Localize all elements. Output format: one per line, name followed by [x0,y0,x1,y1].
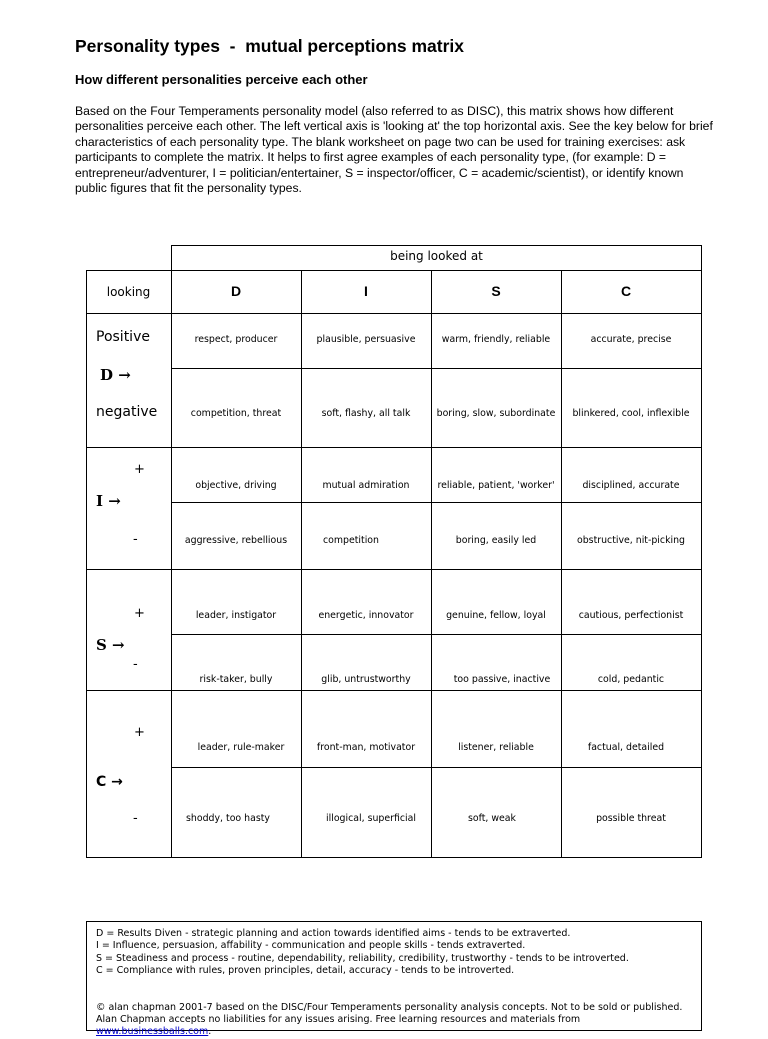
disclaimer-line [96,1014,692,1039]
cell-s-d-negative: risk-taker, bully [199,674,273,685]
row-label-d: D → [100,366,131,384]
row-label-c: C → [96,774,123,790]
row-s-positive-label: + [134,606,145,621]
cell-c-s-negative: soft, weak [467,813,516,824]
cell-d-c-negative: blinkered, cool, inflexible [572,408,690,419]
cell-d-d-negative: competition, threat [190,408,282,419]
cell-c-c-positive: factual, detailed [587,742,665,753]
perception-matrix [86,245,702,858]
grid-line [86,569,702,570]
row-i-positive-label: + [134,462,145,477]
cell-s-c-positive: cautious, perfectionist [578,610,684,621]
cell-s-s-positive: genuine, fellow, loyal [446,610,546,621]
grid-line [171,502,702,503]
being-looked-at-header: being looked at [390,249,483,263]
grid-line [701,270,702,858]
grid-line [561,270,562,858]
grid-line [301,270,302,858]
cell-c-d-positive: leader, rule-maker [197,742,285,753]
column-header-i: I [364,283,368,299]
column-header-s: S [491,283,501,299]
cell-c-s-positive: listener, reliable [458,742,534,753]
key-line-c: C = Compliance with rules, proven principles, detail, accuracy - tends to be introverted. [96,965,515,977]
row-d-positive-label: Positive [96,329,150,345]
disclaimer-suffix: . [208,1026,212,1038]
cell-i-d-positive: objective, driving [195,480,277,491]
grid-line [431,270,432,858]
grid-line [86,270,702,271]
looking-corner-label: looking [106,285,151,299]
grid-line [171,368,702,369]
cell-c-i-positive: front-man, motivator [316,742,416,753]
key-line-s: S = Steadiness and process - routine, dependability, reliability, credibility, trustworthy - tends to be introverted. [96,952,629,964]
grid-line [86,447,702,448]
cell-i-s-negative: boring, easily led [455,535,537,546]
grid-line [171,634,702,635]
grid-line [86,270,87,858]
cell-s-c-negative: cold, pedantic [597,674,665,685]
cell-d-i-negative: soft, flashy, all talk [321,408,411,419]
cell-c-c-negative: possible threat [596,813,666,824]
cell-c-i-negative: illogical, superficial [326,813,416,824]
cell-d-c-positive: accurate, precise [590,334,672,345]
row-label-i: I → [96,492,121,510]
row-c-positive-label: + [134,725,145,740]
key-box [86,921,702,1038]
grid-line [171,767,702,768]
cell-d-d-positive: respect, producer [194,334,278,345]
cell-s-i-positive: energetic, innovator [318,610,414,621]
column-header-d: D [230,283,242,299]
disclaimer-text: Alan Chapman accepts no liabilities for any issues arising. Free learning resources and materials from [96,1014,581,1026]
cell-s-s-negative: too passive, inactive [453,674,551,685]
grid-line [171,270,172,858]
row-s-negative-label: - [133,657,138,672]
cell-s-d-positive: leader, instigator [195,610,277,621]
cell-i-c-negative: obstructive, nit-picking [577,535,685,546]
row-label-s: S → [96,636,125,654]
cell-d-i-positive: plausible, persuasive [316,334,416,345]
copyright-notice: © alan chapman 2001-7 based on the DISC/Four Temperaments personality analysis concepts. Not to be sold or published. [96,1001,683,1013]
grid-line [86,690,702,691]
key-line-i: I = Influence, persuasion, affability - communication and people skills - tends extraverted. [96,940,526,952]
cell-i-s-positive: reliable, patient, 'worker' [437,480,555,491]
grid-line [86,313,702,314]
intro-paragraph: Based on the Four Temperaments personality model (also referred to as DISC), this matrix shows how different personalities perceive each other. The left vertical axis is 'looking at' the top horizontal axis. See the key below for brief characteristics of each personality type. The blank worksheet on page two can be used for training exercises: ask participants to complete the matrix. It helps to first agree examples of each personality type, (for example: D = entrepreneur/adventurer, I = politician/entertainer, S = inspector/officer, C = academic/scientist), or identify known public figures that fit the personality types. [75,104,713,196]
cell-i-d-negative: aggressive, rebellious [184,535,288,546]
businessballs-link[interactable]: www.businessballs.com [96,1026,209,1038]
row-c-negative-label: - [133,811,138,826]
page-subtitle: How different personalities perceive each other [75,72,368,87]
grid-line [171,245,702,246]
cell-d-s-positive: warm, friendly, reliable [441,334,551,345]
cell-i-i-negative: competition [323,535,379,546]
row-i-negative-label: - [133,532,138,547]
cell-i-i-positive: mutual admiration [322,480,410,491]
cell-i-c-positive: disciplined, accurate [582,480,680,491]
row-d-negative-label: negative [96,404,158,420]
cell-s-i-negative: glib, untrustworthy [321,674,411,685]
key-line-d: D = Results Diven - strategic planning and action towards identified aims - tends to be extraverted. [96,928,571,939]
page-title: Personality types - mutual perceptions matrix [75,36,464,56]
cell-d-s-negative: boring, slow, subordinate [436,408,556,419]
cell-c-d-negative: shoddy, too hasty [186,813,270,824]
grid-line [86,857,702,858]
column-header-c: C [620,283,632,299]
